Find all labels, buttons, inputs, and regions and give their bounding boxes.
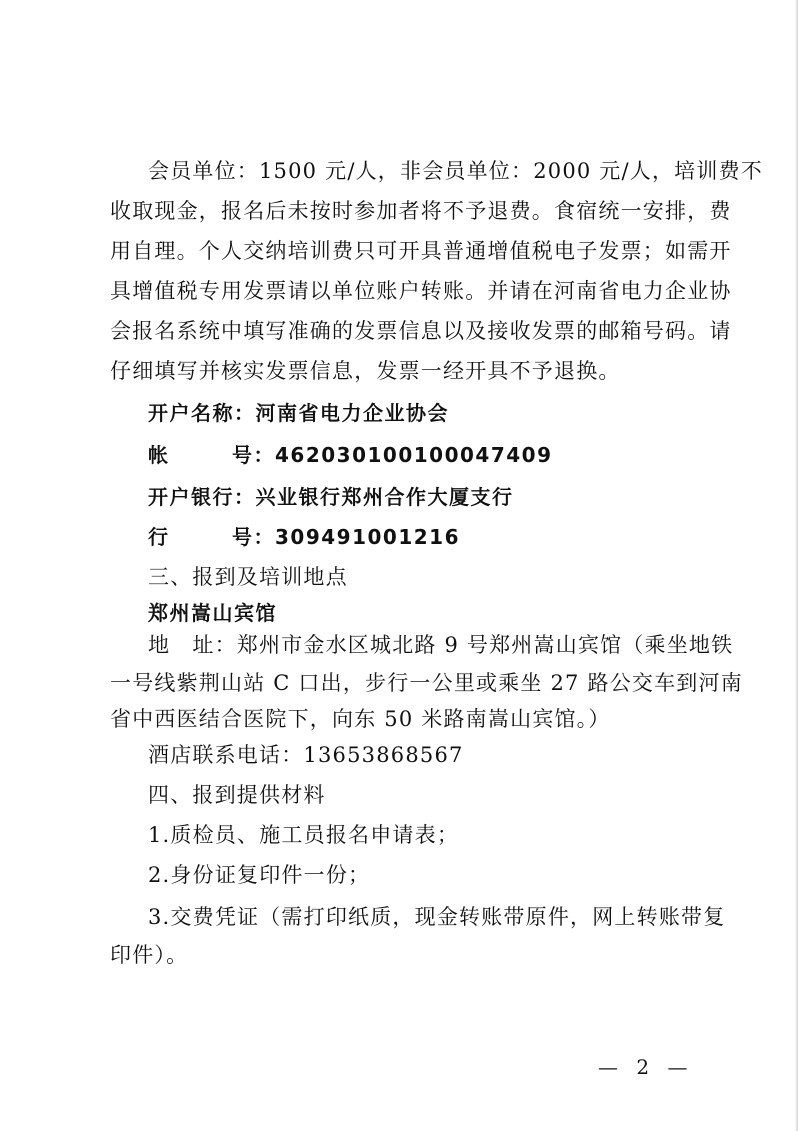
hotel-name: 郑州嵩山宾馆 [148, 601, 277, 625]
scan-edge [795, 0, 798, 1131]
address-line-2: 一号线紫荆山站 C 口出，步行一公里或乘坐 27 路公交车到河南 [110, 671, 743, 695]
fee-paragraph-line-4: 具增值税专用发票请以单位账户转账。并请在河南省电力企业协 [110, 279, 732, 303]
page-number: — 2 — [598, 1055, 694, 1079]
bank-number-label: 行 [148, 525, 170, 549]
section-3-title: 三、报到及培训地点 [148, 565, 348, 589]
fee-paragraph-line-3: 用自理。个人交纳培训费只可开具普通增值税电子发票；如需开 [110, 239, 732, 263]
material-item-1: 1.质检员、施工员报名申请表； [148, 823, 460, 847]
bank-number-value: 号：309491001216 [232, 525, 460, 549]
address-line-3: 省中西医结合医院下，向东 50 米路南嵩山宾馆。） [110, 707, 611, 731]
address-line-1: 地 址：郑州市金水区城北路 9 号郑州嵩山宾馆（乘坐地铁 [148, 633, 734, 657]
bank-name: 开户银行：兴业银行郑州合作大厦支行 [148, 485, 514, 509]
bank-number [148, 522, 460, 552]
fee-paragraph-line-1: 会员单位：1500 元/人，非会员单位：2000 元/人，培训费不 [148, 159, 763, 183]
account-number-value: 号：462030100100047409 [232, 443, 553, 467]
material-item-3-line-2: 印件）。 [110, 943, 189, 967]
account-name: 开户名称：河南省电力企业协会 [148, 401, 449, 425]
material-item-3-line-1: 3.交费凭证（需打印纸质，现金转账带原件，网上转账带复 [148, 905, 726, 929]
fee-paragraph-line-2: 收取现金，报名后未按时参加者将不予退费。食宿统一安排，费 [110, 199, 732, 223]
fee-paragraph-line-5: 会报名系统中填写准确的发票信息以及接收发票的邮箱号码。请 [110, 319, 732, 343]
fee-paragraph-line-6: 仔细填写并核实发票信息，发票一经开具不予退换。 [110, 359, 621, 383]
material-item-2: 2.身份证复印件一份； [148, 863, 371, 887]
account-number [148, 440, 553, 470]
hotel-phone: 酒店联系电话：13653868567 [148, 743, 464, 767]
section-4-title: 四、报到提供材料 [148, 783, 326, 807]
account-number-label: 帐 [148, 443, 170, 467]
